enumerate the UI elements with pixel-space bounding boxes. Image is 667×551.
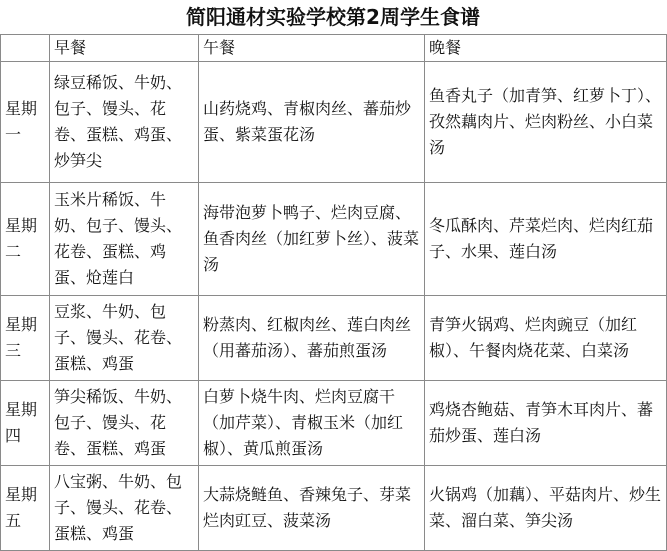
- day-cell: 星期二: [1, 183, 50, 296]
- header-day: [1, 35, 50, 62]
- day-cell: 星期三: [1, 296, 50, 381]
- lunch-cell: 粉蒸肉、红椒肉丝、莲白肉丝（用蕃茄汤）、蕃茄煎蛋汤: [199, 296, 425, 381]
- header-breakfast: 早餐: [50, 35, 199, 62]
- header-lunch: 午餐: [199, 35, 425, 62]
- dinner-cell: 鸡烧杏鲍菇、青笋木耳肉片、蕃茄炒蛋、莲白汤: [425, 381, 667, 466]
- dinner-cell: 冬瓜酥肉、芹菜烂肉、烂肉红茄子、水果、莲白汤: [425, 183, 667, 296]
- breakfast-cell: 绿豆稀饭、牛奶、包子、馒头、花卷、蛋糕、鸡蛋、炒笋尖: [50, 62, 199, 183]
- dinner-cell: 鱼香丸子（加青笋、红萝卜丁）、孜然藕肉片、烂肉粉丝、小白菜汤: [425, 62, 667, 183]
- dinner-cell: 青笋火锅鸡、烂肉豌豆（加红椒）、午餐肉烧花菜、白菜汤: [425, 296, 667, 381]
- lunch-cell: 山药烧鸡、青椒肉丝、蕃茄炒蛋、紫菜蛋花汤: [199, 62, 425, 183]
- table-row: [1, 381, 667, 466]
- day-cell: 星期一: [1, 62, 50, 183]
- breakfast-cell: 笋尖稀饭、牛奶、包子、馒头、花卷、蛋糕、鸡蛋: [50, 381, 199, 466]
- breakfast-cell: 玉米片稀饭、牛奶、包子、馒头、花卷、蛋糕、鸡蛋、炝莲白: [50, 183, 199, 296]
- day-cell: 星期五: [1, 466, 50, 551]
- breakfast-cell: 豆浆、牛奶、包子、馒头、花卷、蛋糕、鸡蛋: [50, 296, 199, 381]
- table-row: [1, 62, 667, 183]
- header-dinner: 晚餐: [425, 35, 667, 62]
- table-row: [1, 296, 667, 381]
- page-title: 简阳通材实验学校第2周学生食谱: [186, 5, 480, 29]
- table-row: [1, 466, 667, 551]
- day-cell: 星期四: [1, 381, 50, 466]
- lunch-cell: 白萝卜烧牛肉、烂肉豆腐干（加芹菜）、青椒玉米（加红椒）、黄瓜煎蛋汤: [199, 381, 425, 466]
- header-row: [1, 35, 667, 62]
- menu-table: [0, 34, 667, 551]
- dinner-cell: 火锅鸡（加藕）、平菇肉片、炒生菜、溜白菜、笋尖汤: [425, 466, 667, 551]
- lunch-cell: 海带泡萝卜鸭子、烂肉豆腐、鱼香肉丝（加红萝卜丝）、菠菜汤: [199, 183, 425, 296]
- breakfast-cell: 八宝粥、牛奶、包子、馒头、花卷、蛋糕、鸡蛋: [50, 466, 199, 551]
- lunch-cell: 大蒜烧鲢鱼、香辣兔子、芽菜烂肉豇豆、菠菜汤: [199, 466, 425, 551]
- table-row: [1, 183, 667, 296]
